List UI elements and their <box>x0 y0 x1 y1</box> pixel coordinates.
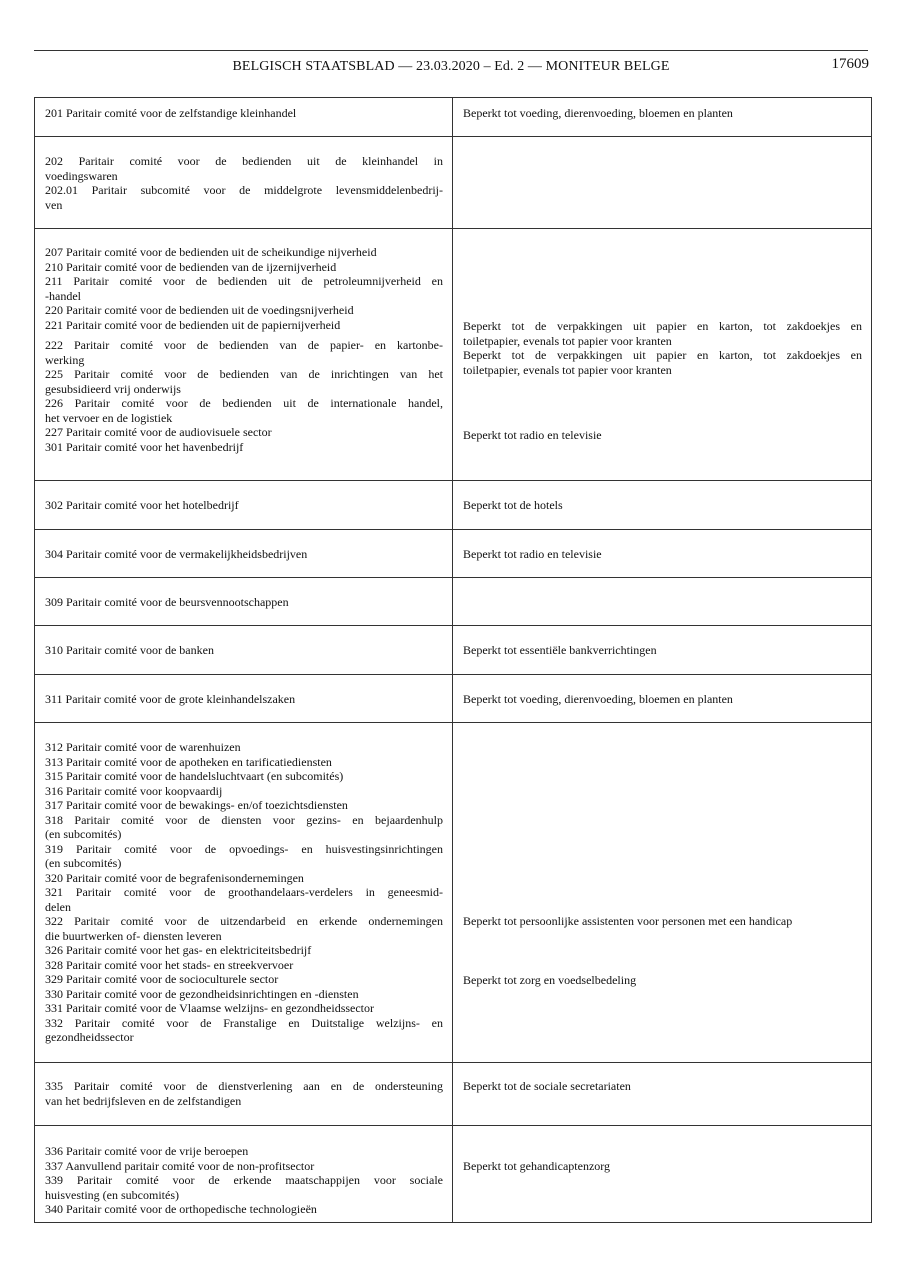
committee-line: 227 Paritair comité voor de audiovisuele sector <box>45 425 272 439</box>
restriction-line: Beperkt tot de sociale secretariaten <box>463 1079 631 1093</box>
committee-cell <box>35 723 453 1063</box>
committee-line: 316 Paritair comité voor koopvaardij <box>45 783 223 798</box>
committee-line: 326 Paritair comité voor het gas- en elektriciteitsbedrijf <box>45 943 312 957</box>
committee-line: 322 Paritair comité voor de uitzendarbeid en erkende ondernemingen <box>45 914 443 928</box>
committee-line: 330 Paritair comité voor de gezondheidsinrichtingen en -diensten <box>45 986 359 1001</box>
restriction-line: toiletpapier, evenals tot papier voor kranten <box>463 362 672 377</box>
committee-line: 331 Paritair comité voor de Vlaamse welzijns- en gezondheidssector <box>45 1001 375 1015</box>
committee-line: 337 Aanvullend paritair comité voor de non-profitsector <box>45 1158 315 1173</box>
restriction-cell <box>453 229 872 481</box>
committee-line: van het bedrijfsleven en de zelfstandigen <box>45 1093 242 1108</box>
committee-line: 201 Paritair comité voor de zelfstandige kleinhandel <box>45 106 297 120</box>
committee-line: 321 Paritair comité voor de groothandelaars-verdelers in geneesmid- <box>45 885 443 899</box>
committee-line: 207 Paritair comité voor de bedienden uit de scheikundige nijverheid <box>45 245 377 259</box>
committee-line: 302 Paritair comité voor het hotelbedrijf <box>45 498 239 512</box>
committee-line: 312 Paritair comité voor de warenhuizen <box>45 740 241 754</box>
restriction-cell <box>453 626 872 675</box>
table-row <box>35 229 872 481</box>
restriction-line: Beperkt tot de hotels <box>463 498 563 512</box>
table-row <box>35 137 872 229</box>
table-row <box>35 675 872 723</box>
committee-line: ven <box>45 197 63 212</box>
table-row <box>35 1063 872 1126</box>
table-row <box>35 723 872 1063</box>
table-row <box>35 98 872 137</box>
committee-line: werking <box>45 352 85 367</box>
restriction-line: Beperkt tot radio en televisie <box>463 547 602 561</box>
committee-line: 220 Paritair comité voor de bedienden uit de voedingsnijverheid <box>45 303 354 317</box>
committee-line: 328 Paritair comité voor het stads- en streekvervoer <box>45 957 294 972</box>
committee-line: 335 Paritair comité voor de dienstverlening aan en de ondersteuning <box>45 1079 443 1093</box>
committee-line: het vervoer en de logistiek <box>45 410 173 425</box>
committee-line: gezondheidssector <box>45 1030 134 1044</box>
committee-cell <box>35 675 453 723</box>
page-number: 17609 <box>831 56 869 72</box>
committee-line: -handel <box>45 288 81 303</box>
committee-line: (en subcomités) <box>45 856 122 870</box>
restriction-cell <box>453 98 872 137</box>
committee-cell <box>35 481 453 530</box>
restriction-line: Beperkt tot gehandicaptenzorg <box>463 1159 611 1173</box>
restriction-cell <box>453 1126 872 1223</box>
table-row <box>35 481 872 530</box>
committee-line: delen <box>45 899 71 914</box>
restriction-cell <box>453 1063 872 1126</box>
restriction-line: Beperkt tot voeding, dierenvoeding, bloemen en planten <box>463 692 733 706</box>
committee-line: (en subcomités) <box>45 827 122 841</box>
committee-line: 332 Paritair comité voor de Franstalige en Duitstalige welzijns- en <box>45 1015 443 1030</box>
committee-line: 202.01 Paritair subcomité voor de middelgrote levensmiddelenbedrij- <box>45 183 443 197</box>
committee-line: 301 Paritair comité voor het havenbedrijf <box>45 439 244 454</box>
committee-cell <box>35 578 453 626</box>
committee-cell <box>35 626 453 675</box>
committee-line: 340 Paritair comité voor de orthopedische technologieën <box>45 1202 317 1216</box>
restriction-cell <box>453 723 872 1063</box>
header-rule <box>34 50 868 51</box>
committee-line: 336 Paritair comité voor de vrije beroepen <box>45 1144 249 1158</box>
committee-cell <box>35 1063 453 1126</box>
committee-line: 211 Paritair comité voor de bedienden uit de petroleumnijverheid en <box>45 274 443 288</box>
committee-cell <box>35 137 453 229</box>
committee-cell <box>35 1126 453 1223</box>
committee-cell <box>35 229 453 481</box>
joint-committee-table <box>34 97 872 1223</box>
committee-line: 318 Paritair comité voor de diensten voor gezins- en bejaardenhulp <box>45 812 443 827</box>
restriction-line: Beperkt tot persoonlijke assistenten voor personen met een handicap <box>463 914 793 928</box>
committee-line: 221 Paritair comité voor de bedienden uit de papiernijverheid <box>45 317 341 332</box>
table-row <box>35 626 872 675</box>
committee-line: 202 Paritair comité voor de bedienden uit de kleinhandel in <box>45 154 443 168</box>
restriction-cell <box>453 137 872 229</box>
committee-line: 329 Paritair comité voor de socioculturele sector <box>45 972 279 986</box>
committee-line: die buurtwerken of- diensten leveren <box>45 928 222 943</box>
page-header-title: BELGISCH STAATSBLAD — 23.03.2020 – Ed. 2 — MONITEUR BELGE <box>232 59 670 74</box>
committee-line: voedingswaren <box>45 168 118 183</box>
committee-line: 222 Paritair comité voor de bedienden van de papier- en kartonbe- <box>45 338 443 352</box>
restriction-line: toiletpapier, evenals tot papier voor kranten <box>463 333 672 348</box>
committee-line: 313 Paritair comité voor de apotheken en tarificatiediensten <box>45 754 332 769</box>
committee-line: gesubsidieerd vrij onderwijs <box>45 381 181 396</box>
committee-line: 304 Paritair comité voor de vermakelijkheidsbedrijven <box>45 547 308 561</box>
table-row <box>35 1126 872 1223</box>
committee-line: 339 Paritair comité voor de erkende maatschappijen voor sociale <box>45 1173 443 1187</box>
committee-line: 309 Paritair comité voor de beursvennootschappen <box>45 595 289 609</box>
table-row <box>35 578 872 626</box>
restriction-cell <box>453 481 872 530</box>
table-row <box>35 530 872 578</box>
committee-cell <box>35 530 453 578</box>
restriction-cell <box>453 578 872 626</box>
restriction-cell <box>453 530 872 578</box>
restriction-line: Beperkt tot de verpakkingen uit papier en karton, tot zakdoekjes en <box>463 319 862 333</box>
committee-line: 225 Paritair comité voor de bedienden van de inrichtingen van het <box>45 367 443 381</box>
restriction-cell <box>453 675 872 723</box>
committee-line: 226 Paritair comité voor de bedienden uit de internationale handel, <box>45 396 443 410</box>
committee-line: 315 Paritair comité voor de handelsluchtvaart (en subcomités) <box>45 769 344 783</box>
committee-line: 310 Paritair comité voor de banken <box>45 643 214 657</box>
restriction-line: Beperkt tot essentiële bankverrichtingen <box>463 643 657 657</box>
restriction-line: Beperkt tot de verpakkingen uit papier en karton, tot zakdoekjes en <box>463 348 862 362</box>
restriction-line: Beperkt tot zorg en voedselbedeling <box>463 972 637 987</box>
committee-line: 210 Paritair comité voor de bedienden van de ijzernijverheid <box>45 259 337 274</box>
committee-line: 320 Paritair comité voor de begrafenisondernemingen <box>45 870 304 885</box>
committee-line: 317 Paritair comité voor de bewakings- en/of toezichtsdiensten <box>45 798 348 812</box>
committee-line: huisvesting (en subcomités) <box>45 1187 179 1202</box>
restriction-line: Beperkt tot voeding, dierenvoeding, bloemen en planten <box>463 106 733 120</box>
committee-line: 311 Paritair comité voor de grote kleinhandelszaken <box>45 692 296 706</box>
restriction-line: Beperkt tot radio en televisie <box>463 428 602 442</box>
committee-line: 319 Paritair comité voor de opvoedings- en huisvestingsinrichtingen <box>45 841 443 856</box>
committee-cell <box>35 98 453 137</box>
